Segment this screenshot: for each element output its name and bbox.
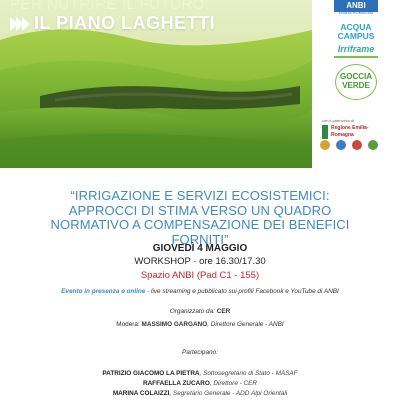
header-banner xyxy=(0,0,400,168)
hero-landscape-image xyxy=(0,0,312,168)
header-pretitle: PER NUTRIRE IL FUTURO: xyxy=(10,0,210,13)
partner-emblem-icon xyxy=(368,140,378,150)
anbi-logo: ANBI xyxy=(334,0,378,12)
partner-emblem-icon xyxy=(320,140,330,150)
event-mode xyxy=(0,288,400,295)
moderator-role: , Direttore Generale - ANBI xyxy=(207,321,284,328)
goccia-logo-line2: VERDE xyxy=(342,81,370,90)
partner-emblem-icon xyxy=(336,140,346,150)
moderator-name: MASSIMO GARGANO xyxy=(141,321,208,328)
participant-name: MARINA COLAIZZI xyxy=(112,390,170,397)
acqua-campus-logo xyxy=(322,23,390,41)
event-venue: Spazio ANBI (Pad C1 - 155) xyxy=(140,270,260,281)
anbi-logo-subtitle: EMILIA ROMAGNA xyxy=(338,10,374,15)
organizer-line xyxy=(0,308,400,315)
partner-emblem-icon xyxy=(352,140,362,150)
moderator-label: Modera: xyxy=(116,321,142,328)
event-time: WORKSHOP · ore 16.30/17.30 xyxy=(134,256,266,267)
participant-role: , Segretario Generale - ADD Alpi Orientali xyxy=(169,390,288,397)
event-headline: “IRRIGAZIONE E SERVIZI ECOSISTEMICI: APPROCCI DI STIMA VERSO UN QUADRO NORMATIVO A COMPENSAZIONE DEI BENEFICI FORNITI” xyxy=(50,188,350,247)
header-title: IL PIANO LAGHETTI xyxy=(34,13,216,33)
sponsor-sidebar xyxy=(312,0,400,168)
participant-name: PATRIZIO GIACOMO LA PIETRA xyxy=(102,370,200,377)
acqua-logo-line1: ACQUA xyxy=(340,22,372,32)
participant-name: RAFFAELLA ZUCARO xyxy=(142,380,210,387)
acqua-logo-line2: CAMPUS xyxy=(337,31,375,41)
participant-role: , Direttore - CER xyxy=(209,380,258,387)
event-date: GIOVEDÌ 4 MAGGIO xyxy=(152,243,248,254)
moderator-line xyxy=(0,321,400,328)
participant-row xyxy=(0,390,400,397)
organizer-label: Organizzato da: xyxy=(169,308,217,315)
irriframe-logo: Irriframe xyxy=(337,44,375,54)
patronage-label: con il patrocinio di xyxy=(322,118,355,123)
event-details xyxy=(0,168,400,400)
irriframe-underline xyxy=(334,56,378,58)
organizer-name: CER xyxy=(216,308,231,315)
event-mode-highlight: Evento in presenza e online xyxy=(61,288,146,295)
regione-logo: Regione Emilia-Romagna xyxy=(322,125,388,139)
header-title-row xyxy=(10,13,215,34)
partner-logos xyxy=(320,140,378,150)
chevrons-right-icon xyxy=(10,17,28,31)
participant-row xyxy=(0,370,400,377)
participant-row xyxy=(0,380,400,387)
event-mode-detail: - live streaming e pubblicato sui profili Facebook e YouTube di ANBI xyxy=(145,288,339,295)
goccia-verde-logo xyxy=(335,64,377,100)
participant-role: , Sottosegretario di Stato - MASAF xyxy=(199,370,298,377)
goccia-logo-line1: GOCCIA xyxy=(340,72,372,81)
participants-label: Partecipano: xyxy=(182,349,218,356)
